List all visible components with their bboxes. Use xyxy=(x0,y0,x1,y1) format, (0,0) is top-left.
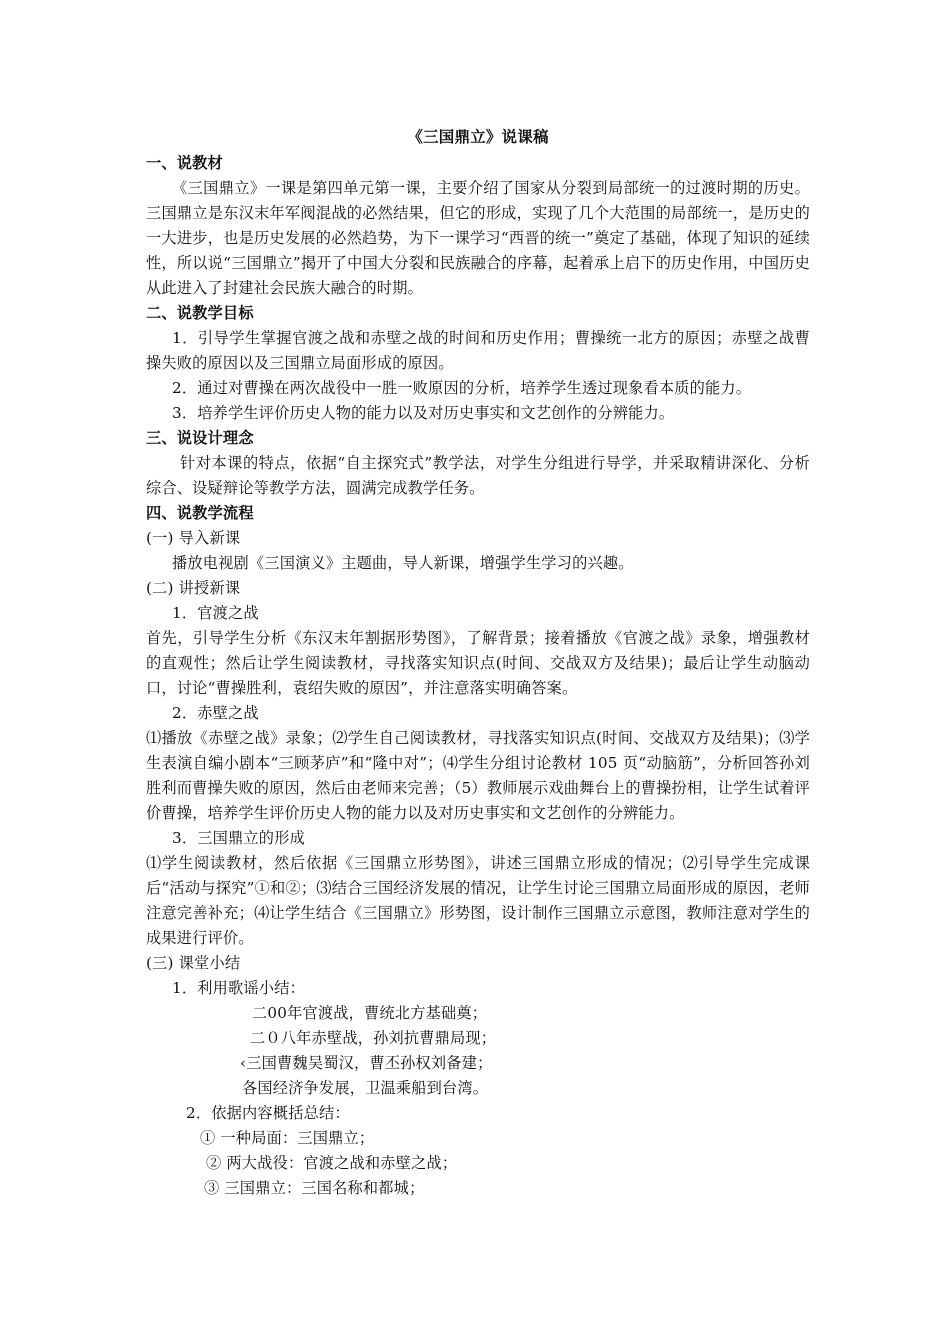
verse-line: 各国经济争发展，卫温乘船到台湾。 xyxy=(242,1079,489,1097)
summary-point: ② 两大战役：官渡之战和赤壁之战； xyxy=(206,1154,458,1172)
goal-1: 1．引导学生掌握官渡之战和赤壁之战的时间和历史作用；曹操统一北方的原因；赤壁之战曹操失败的原因以及三国鼎立局面形成的原因。 xyxy=(146,329,810,372)
item-guandu-label: 1．官渡之战 xyxy=(172,604,259,622)
summary-content-label: 2．依据内容概括总结： xyxy=(186,1104,350,1122)
item-guandu-text: 首先，引导学生分析《东汉末年割据形势图》，了解背景；接着播放《官渡之战》录象，增强教材的直观性；然后让学生阅读教材，寻找落实知识点(时间、交战双方及结果)；最后让学生动脑动口，讨论“曹操胜利，袁绍失败的原因”，并注意落实明确答案。 xyxy=(146,629,810,697)
goal-2: 2．通过对曹操在两次战役中一胜一败原因的分析，培养学生透过现象看本质的能力。 xyxy=(172,379,752,397)
summary-point: ① 一种局面：三国鼎立； xyxy=(200,1129,375,1147)
part-intro-label: (一) 导入新课 xyxy=(146,529,241,547)
document-page xyxy=(146,124,810,1201)
goal-3: 3．培养学生评价历史人物的能力以及对历史事实和文艺创作的分辨能力。 xyxy=(172,404,675,422)
design-paragraph: 针对本课的特点，依据“自主探究式”教学法，对学生分组进行导学，并采取精讲深化、分析综合、设疑辩论等教学方法，圆满完成教学任务。 xyxy=(146,454,810,497)
section-heading-design: 三、说设计理念 xyxy=(146,429,254,447)
verse-line: 二00年官渡战，曹统北方基础奠； xyxy=(252,1004,488,1022)
part-summary-label: (三) 课堂小结 xyxy=(146,954,241,972)
section-heading-process: 四、说教学流程 xyxy=(146,504,254,522)
item-chibi-text: ⑴播放《赤壁之战》录象；⑵学生自己阅读教材，寻找落实知识点(时间、交战双方及结果)；⑶学生表演自编小剧本“三顾茅庐”和“隆中对”；⑷学生分组讨论教材 105 页“动脑筋”，分析回答孙刘胜利而曹操失败的原因，然后由老师来完善；（5）教师展示戏曲舞台上的曹操扮相，让学生试着评价曹操，培养学生评价历史人物的能力以及对历史事实和文艺创作的分辨能力。 xyxy=(146,729,810,822)
textbook-paragraph: 《三国鼎立》一课是第四单元第一课，主要介绍了国家从分裂到局部统一的过渡时期的历史。三国鼎立是东汉末年军阀混战的必然结果，但它的形成，实现了几个大范围的局部统一，是历史的一大进步，也是历史发展的必然趋势，为下一课学习“西晋的统一”奠定了基础，体现了知识的延续性，所以说“三国鼎立”揭开了中国大分裂和民族融合的序幕，起着承上启下的历史作用，中国历史从此进入了封建社会民族大融合的时期。 xyxy=(146,179,810,297)
part-intro-text: 播放电视剧《三国演义》主题曲，导人新课，增强学生学习的兴趣。 xyxy=(172,554,634,572)
document-title: 《三国鼎立》说课稿 xyxy=(407,128,549,146)
item-formation-text: ⑴学生阅读教材，然后依据《三国鼎立形势图》，讲述三国鼎立形成的情况；⑵引导学生完成课后“活动与探究”①和②；⑶结合三国经济发展的情况，让学生讨论三国鼎立局面形成的原因，老师注意完善补充；⑷让学生结合《三国鼎立》形势图，设计制作三国鼎立示意图，教师注意对学生的成果进行评价。 xyxy=(146,854,810,947)
verse-line: 二０八年赤壁战，孙刘抗曹鼎局现； xyxy=(250,1029,497,1047)
part-teach-label: (二) 讲授新课 xyxy=(146,579,241,597)
item-chibi-label: 2．赤壁之战 xyxy=(172,704,259,722)
verse-line: ‹三国曹魏吴蜀汉，曹丕孙权刘备建； xyxy=(240,1054,493,1072)
section-heading-goals: 二、说教学目标 xyxy=(146,304,254,322)
summary-point: ③ 三国鼎立：三国名称和都城； xyxy=(204,1179,425,1197)
section-heading-textbook: 一、说教材 xyxy=(146,154,223,172)
summary-song-label: 1．利用歌谣小结： xyxy=(172,979,305,997)
item-formation-label: 3．三国鼎立的形成 xyxy=(172,829,305,847)
